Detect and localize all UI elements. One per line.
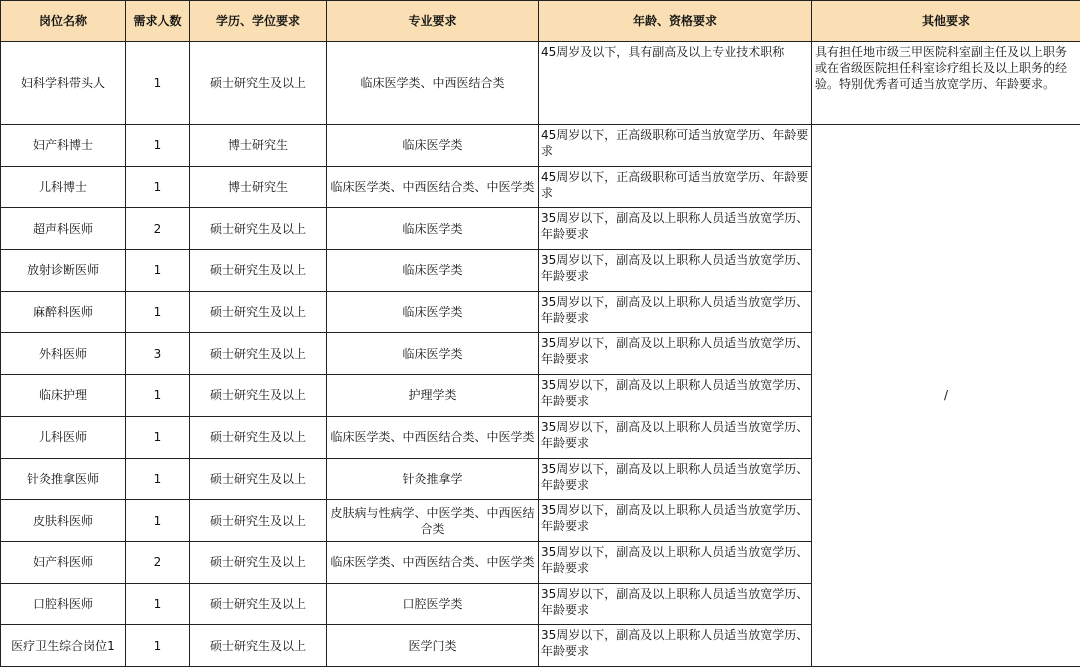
cell-major: 口腔医学类 <box>327 583 539 625</box>
cell-count: 1 <box>126 125 190 167</box>
cell-other-rest: / <box>812 125 1080 667</box>
cell-education: 硕士研究生及以上 <box>190 500 327 542</box>
cell-position: 口腔科医师 <box>1 583 126 625</box>
cell-age: 35周岁以下，副高及以上职称人员适当放宽学历、年龄要求 <box>539 291 812 333</box>
cell-age: 35周岁以下，副高及以上职称人员适当放宽学历、年龄要求 <box>539 625 812 667</box>
cell-position: 外科医师 <box>1 333 126 375</box>
cell-age: 45周岁及以下，具有副高及以上专业技术职称 <box>539 42 812 125</box>
cell-count: 1 <box>126 416 190 458</box>
cell-count: 1 <box>126 625 190 667</box>
cell-major: 临床医学类 <box>327 208 539 250</box>
cell-major: 临床医学类、中西医结合类、中医学类 <box>327 166 539 208</box>
cell-major: 临床医学类 <box>327 333 539 375</box>
cell-major: 临床医学类、中西医结合类 <box>327 42 539 125</box>
cell-age: 45周岁以下，正高级职称可适当放宽学历、年龄要求 <box>539 125 812 167</box>
cell-count: 3 <box>126 333 190 375</box>
cell-position: 皮肤科医师 <box>1 500 126 542</box>
cell-age: 35周岁以下，副高及以上职称人员适当放宽学历、年龄要求 <box>539 541 812 583</box>
cell-count: 1 <box>126 458 190 500</box>
cell-education: 硕士研究生及以上 <box>190 583 327 625</box>
cell-age: 45周岁以下，正高级职称可适当放宽学历、年龄要求 <box>539 166 812 208</box>
cell-age: 35周岁以下，副高及以上职称人员适当放宽学历、年龄要求 <box>539 500 812 542</box>
cell-age: 35周岁以下，副高及以上职称人员适当放宽学历、年龄要求 <box>539 250 812 292</box>
table-body <box>1 42 1080 667</box>
cell-age: 35周岁以下，副高及以上职称人员适当放宽学历、年龄要求 <box>539 333 812 375</box>
header-age: 年龄、资格要求 <box>539 1 812 42</box>
cell-education: 硕士研究生及以上 <box>190 541 327 583</box>
cell-count: 1 <box>126 166 190 208</box>
cell-major: 临床医学类、中西医结合类、中医学类 <box>327 541 539 583</box>
cell-education: 硕士研究生及以上 <box>190 333 327 375</box>
cell-education: 硕士研究生及以上 <box>190 250 327 292</box>
cell-position: 妇产科博士 <box>1 125 126 167</box>
cell-position: 麻醉科医师 <box>1 291 126 333</box>
cell-education: 硕士研究生及以上 <box>190 291 327 333</box>
cell-age: 35周岁以下，副高及以上职称人员适当放宽学历、年龄要求 <box>539 208 812 250</box>
cell-education: 硕士研究生及以上 <box>190 458 327 500</box>
cell-position: 儿科医师 <box>1 416 126 458</box>
cell-education: 硕士研究生及以上 <box>190 375 327 417</box>
cell-education: 博士研究生 <box>190 166 327 208</box>
cell-position: 医疗卫生综合岗位1 <box>1 625 126 667</box>
header-row <box>1 1 1080 42</box>
cell-age: 35周岁以下，副高及以上职称人员适当放宽学历、年龄要求 <box>539 458 812 500</box>
cell-major: 护理学类 <box>327 375 539 417</box>
table-row <box>1 125 1080 167</box>
cell-education: 博士研究生 <box>190 125 327 167</box>
cell-position: 临床护理 <box>1 375 126 417</box>
header-count: 需求人数 <box>126 1 190 42</box>
cell-major: 临床医学类 <box>327 291 539 333</box>
header-position: 岗位名称 <box>1 1 126 42</box>
cell-count: 2 <box>126 541 190 583</box>
cell-position: 妇科学科带头人 <box>1 42 126 125</box>
table-row <box>1 42 1080 125</box>
cell-education: 硕士研究生及以上 <box>190 625 327 667</box>
cell-count: 1 <box>126 583 190 625</box>
cell-count: 1 <box>126 250 190 292</box>
cell-education: 硕士研究生及以上 <box>190 208 327 250</box>
cell-age: 35周岁以下，副高及以上职称人员适当放宽学历、年龄要求 <box>539 416 812 458</box>
cell-education: 硕士研究生及以上 <box>190 42 327 125</box>
cell-other-first: 具有担任地市级三甲医院科室副主任及以上职务或在省级医院担任科室诊疗组长及以上职务的经验。特别优秀者可适当放宽学历、年龄要求。 <box>812 42 1080 125</box>
cell-major: 针灸推拿学 <box>327 458 539 500</box>
cell-age: 35周岁以下，副高及以上职称人员适当放宽学历、年龄要求 <box>539 583 812 625</box>
cell-count: 2 <box>126 208 190 250</box>
header-major: 专业要求 <box>327 1 539 42</box>
cell-count: 1 <box>126 375 190 417</box>
cell-position: 妇产科医师 <box>1 541 126 583</box>
cell-position: 儿科博士 <box>1 166 126 208</box>
cell-count: 1 <box>126 42 190 125</box>
cell-count: 1 <box>126 500 190 542</box>
cell-major: 临床医学类、中西医结合类、中医学类 <box>327 416 539 458</box>
cell-major: 临床医学类 <box>327 250 539 292</box>
cell-major: 临床医学类 <box>327 125 539 167</box>
cell-age: 35周岁以下，副高及以上职称人员适当放宽学历、年龄要求 <box>539 375 812 417</box>
header-education: 学历、学位要求 <box>190 1 327 42</box>
header-other: 其他要求 <box>812 1 1080 42</box>
cell-position: 超声科医师 <box>1 208 126 250</box>
cell-major: 皮肤病与性病学、中医学类、中西医结合类 <box>327 500 539 542</box>
cell-position: 针灸推拿医师 <box>1 458 126 500</box>
cell-major: 医学门类 <box>327 625 539 667</box>
cell-education: 硕士研究生及以上 <box>190 416 327 458</box>
cell-position: 放射诊断医师 <box>1 250 126 292</box>
cell-count: 1 <box>126 291 190 333</box>
